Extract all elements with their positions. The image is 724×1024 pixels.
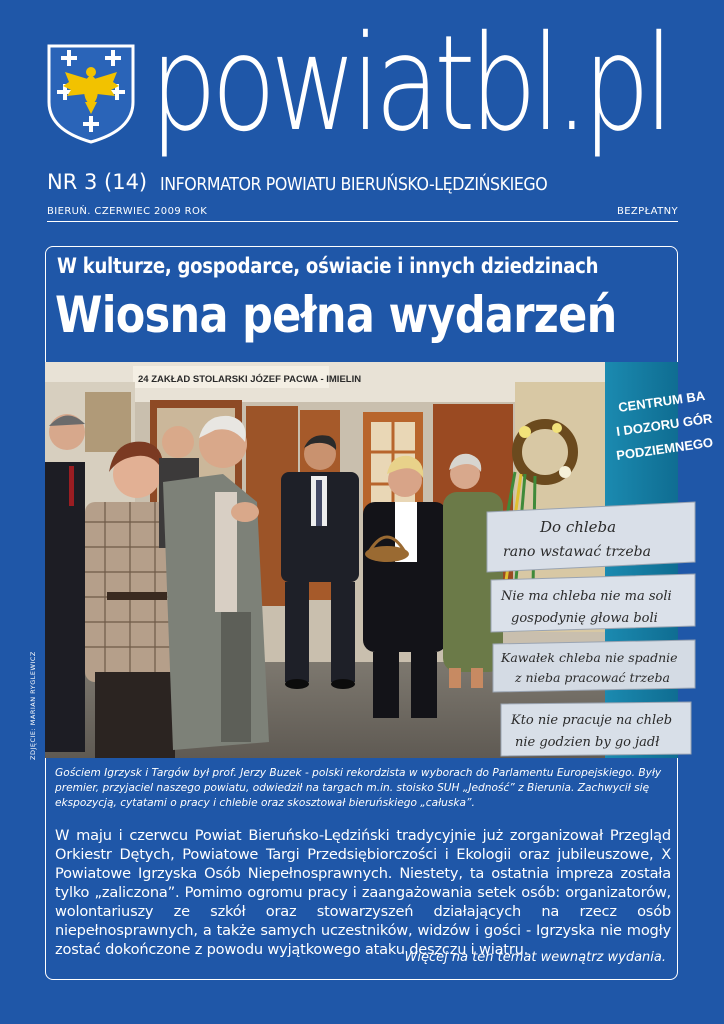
proverb-sign-4: [501, 702, 691, 756]
banner-line-3: PODZIEMNEGO: [615, 434, 714, 463]
svg-text:z nieba pracować trzeba: z nieba pracować trzeba: [515, 670, 670, 685]
event-photo: [45, 362, 714, 758]
photo-caption: Gościem Igrzysk i Targów był prof. Jerzy Buzek - polski rekordzista w wyborach do Parlamentu Europejskiego. Były premier, przyjaciel naszego powiatu, odwiedził na targach m.in. stoisko SUH „Jedność” z Bierunia. Zachwycił się ekspozycją, cytatami o pracy i chlebie oraz skosztował bieruńskiego „całuska”.: [55, 767, 662, 809]
issue-number: NR 3 (14): [47, 170, 148, 194]
banner-line-1: CENTRUM BA: [617, 387, 706, 415]
booth-sign-text: 24 ZAKŁAD STOLARSKI JÓZEF PACWA - IMIELIN: [138, 374, 362, 385]
price-label: BEZPŁATNY: [616, 206, 678, 217]
article-headline: Wiosna pełna wydarzeń: [55, 286, 617, 344]
svg-text:gospodynię głowa boli: gospodynię głowa boli: [511, 611, 658, 626]
proverb-sign-2: [491, 574, 695, 632]
place-date: BIERUŃ. CZERWIEC 2009 ROK: [47, 206, 208, 217]
divider: [47, 221, 678, 222]
svg-text:Kto nie pracuje na chleb: Kto nie pracuje na chleb: [511, 713, 673, 728]
proverb-sign-3: [493, 640, 695, 692]
svg-text:rano wstawać trzeba: rano wstawać trzeba: [503, 544, 651, 560]
more-inside-note: Więcej na ten temat wewnątrz wydania.: [404, 950, 666, 965]
svg-text:Nie ma chleba nie ma soli: Nie ma chleba nie ma soli: [501, 589, 672, 604]
article-body: W maju i czerwcu Powiat Bieruńsko-Lędziński tradycyjnie już zorganizował Przegląd Orkiestr Dętych, Powiatowe Targi Przedsiębiorczości i Ekologii oraz jubileuszowe, X Powiatowe Igrzyska Osób Niepełnosprawnych. Niestety, ta ostatnia impreza została tylko „zaliczona”. Pomimo ogromu pracy i zaangażowania setek osób: organizatorów, wolontariuszy ze szkół oraz stowarzyszeń działających na rzecz osób niepełnosprawnych, a także samych uczestników, widzów i gości - Igrzyska nie mogły zostać dokończone z powodu wyjątkowego ataku deszczu i wiatru.: [55, 827, 671, 958]
article-kicker: W kulturze, gospodarce, oświacie i innych dziedzinach: [57, 254, 599, 278]
svg-text:Kawałek chleba nie spadnie: Kawałek chleba nie spadnie: [501, 650, 678, 665]
proverb-sign-1: [487, 502, 695, 572]
photo-credit: ZDJĘCIE: MARIAN RYGLEWICZ: [29, 651, 37, 760]
coat-of-arms-logo: [47, 44, 135, 144]
masthead-title: powiatbl.pl: [150, 7, 669, 161]
banner-line-2: I DOZORU GÓR: [615, 410, 714, 439]
svg-text:nie godzien by go jadł: nie godzien by go jadł: [515, 735, 660, 750]
svg-text:Do chleba: Do chleba: [540, 518, 617, 536]
publication-subtitle: INFORMATOR POWIATU BIERUŃSKO-LĘDZIŃSKIEGO: [160, 174, 548, 195]
